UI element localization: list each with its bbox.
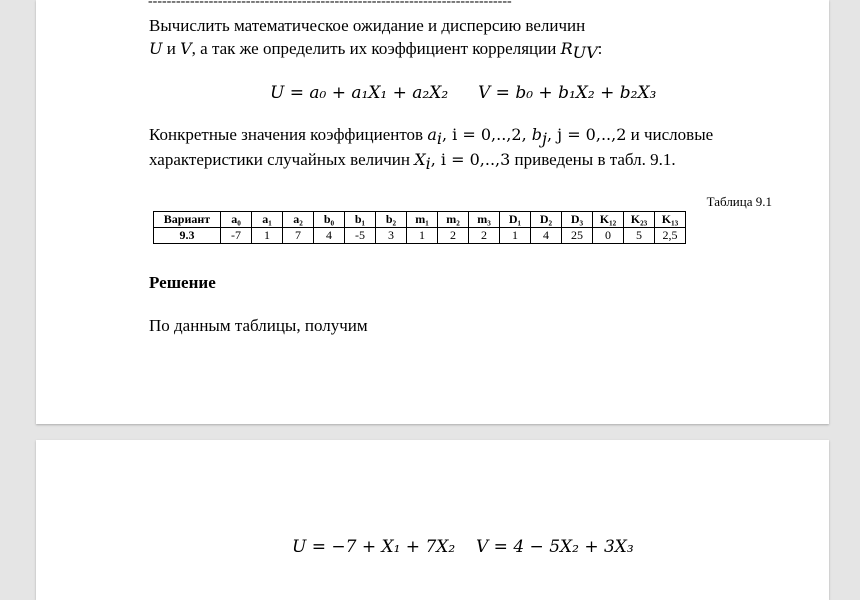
table-cell: 25 bbox=[562, 228, 593, 244]
formula-v-substituted: V = 4 − 5X₂ + 3X₃ bbox=[476, 537, 634, 557]
table-cell: 9.3 bbox=[154, 228, 221, 244]
formula-v: V = b₀ + b₁X₂ + b₂X₃ bbox=[478, 83, 657, 103]
table-cell: 0 bbox=[593, 228, 624, 244]
para-text: Конкретные значения коэффициентов bbox=[149, 125, 428, 144]
table-header-row bbox=[154, 212, 686, 228]
table-header-cell: m₁ bbox=[407, 212, 438, 228]
formula-u-substituted: U = −7 + X₁ + 7X₂ bbox=[292, 537, 456, 557]
coef-b-sub: j bbox=[542, 129, 547, 148]
table-cell: 2 bbox=[469, 228, 500, 244]
and-text: и bbox=[162, 39, 181, 58]
table-cell: -7 bbox=[221, 228, 252, 244]
table-cell: 1 bbox=[252, 228, 283, 244]
table-header-cell: b₁ bbox=[345, 212, 376, 228]
table-cell: 1 bbox=[407, 228, 438, 244]
table-caption: Таблица 9.1 bbox=[706, 194, 772, 209]
table-cell: 5 bbox=[624, 228, 655, 244]
var-x-sub: i bbox=[425, 154, 431, 173]
table-cell: 3 bbox=[376, 228, 407, 244]
table-header-cell: b₀ bbox=[314, 212, 345, 228]
table-cell: 4 bbox=[531, 228, 562, 244]
var-r-sub: UV bbox=[572, 43, 598, 62]
table-header-cell: a₁ bbox=[252, 212, 283, 228]
table-header-cell: K₂₃ bbox=[624, 212, 655, 228]
range-a: , i = 0,..,2, bbox=[442, 125, 532, 144]
paragraph-line-2 bbox=[149, 150, 676, 173]
document-page-1 bbox=[36, 0, 829, 424]
para-text-end: приведены в табл. 9.1. bbox=[510, 150, 676, 169]
table-cell: 4 bbox=[314, 228, 345, 244]
coef-a: a bbox=[427, 125, 437, 144]
var-v: V bbox=[180, 39, 192, 58]
task-line-2 bbox=[149, 39, 603, 62]
table-header-cell: Вариант bbox=[154, 212, 221, 228]
table-header-cell: m₂ bbox=[438, 212, 469, 228]
document-page-2 bbox=[36, 440, 829, 600]
coef-a-sub: i bbox=[436, 129, 442, 148]
paragraph-line-1 bbox=[149, 125, 714, 148]
table-header-cell: b₂ bbox=[376, 212, 407, 228]
para-text: характеристики случайных величин bbox=[149, 150, 415, 169]
var-r: R bbox=[560, 39, 573, 58]
variant-table bbox=[153, 211, 686, 244]
table-cell: -5 bbox=[345, 228, 376, 244]
table-row bbox=[154, 228, 686, 244]
solution-heading: Решение bbox=[149, 273, 216, 292]
colon: : bbox=[597, 39, 603, 58]
table-header-cell: D₃ bbox=[562, 212, 593, 228]
range-x: , i = 0,..,3 bbox=[430, 150, 511, 169]
table-header-cell: m₃ bbox=[469, 212, 500, 228]
table-cell: 1 bbox=[500, 228, 531, 244]
table-cell: 7 bbox=[283, 228, 314, 244]
formula-u: U = a₀ + a₁X₁ + a₂X₂ bbox=[270, 83, 449, 103]
solution-text: По данным таблицы, получим bbox=[149, 316, 368, 335]
var-u: U bbox=[149, 39, 163, 58]
range-b: , j = 0,..,2 bbox=[546, 125, 627, 144]
para-text-end: и числовые bbox=[626, 125, 714, 144]
table-header-cell: D₂ bbox=[531, 212, 562, 228]
table-header-cell: a₂ bbox=[283, 212, 314, 228]
separator-line: ------------------------------------------------------------------------------ bbox=[148, 0, 512, 9]
table-header-cell: K₁₃ bbox=[655, 212, 686, 228]
table-cell: 2 bbox=[438, 228, 469, 244]
task-line-1: Вычислить математическое ожидание и дисперсию величин bbox=[149, 16, 586, 35]
table-header-cell: D₁ bbox=[500, 212, 531, 228]
coef-b: b bbox=[531, 125, 542, 144]
table-cell: 2,5 bbox=[655, 228, 686, 244]
task-line-2-rest: , а так же определить их коэффициент корреляции bbox=[191, 39, 561, 58]
var-x: X bbox=[414, 150, 426, 169]
table-header-cell: a₀ bbox=[221, 212, 252, 228]
table-header-cell: K₁₂ bbox=[593, 212, 624, 228]
